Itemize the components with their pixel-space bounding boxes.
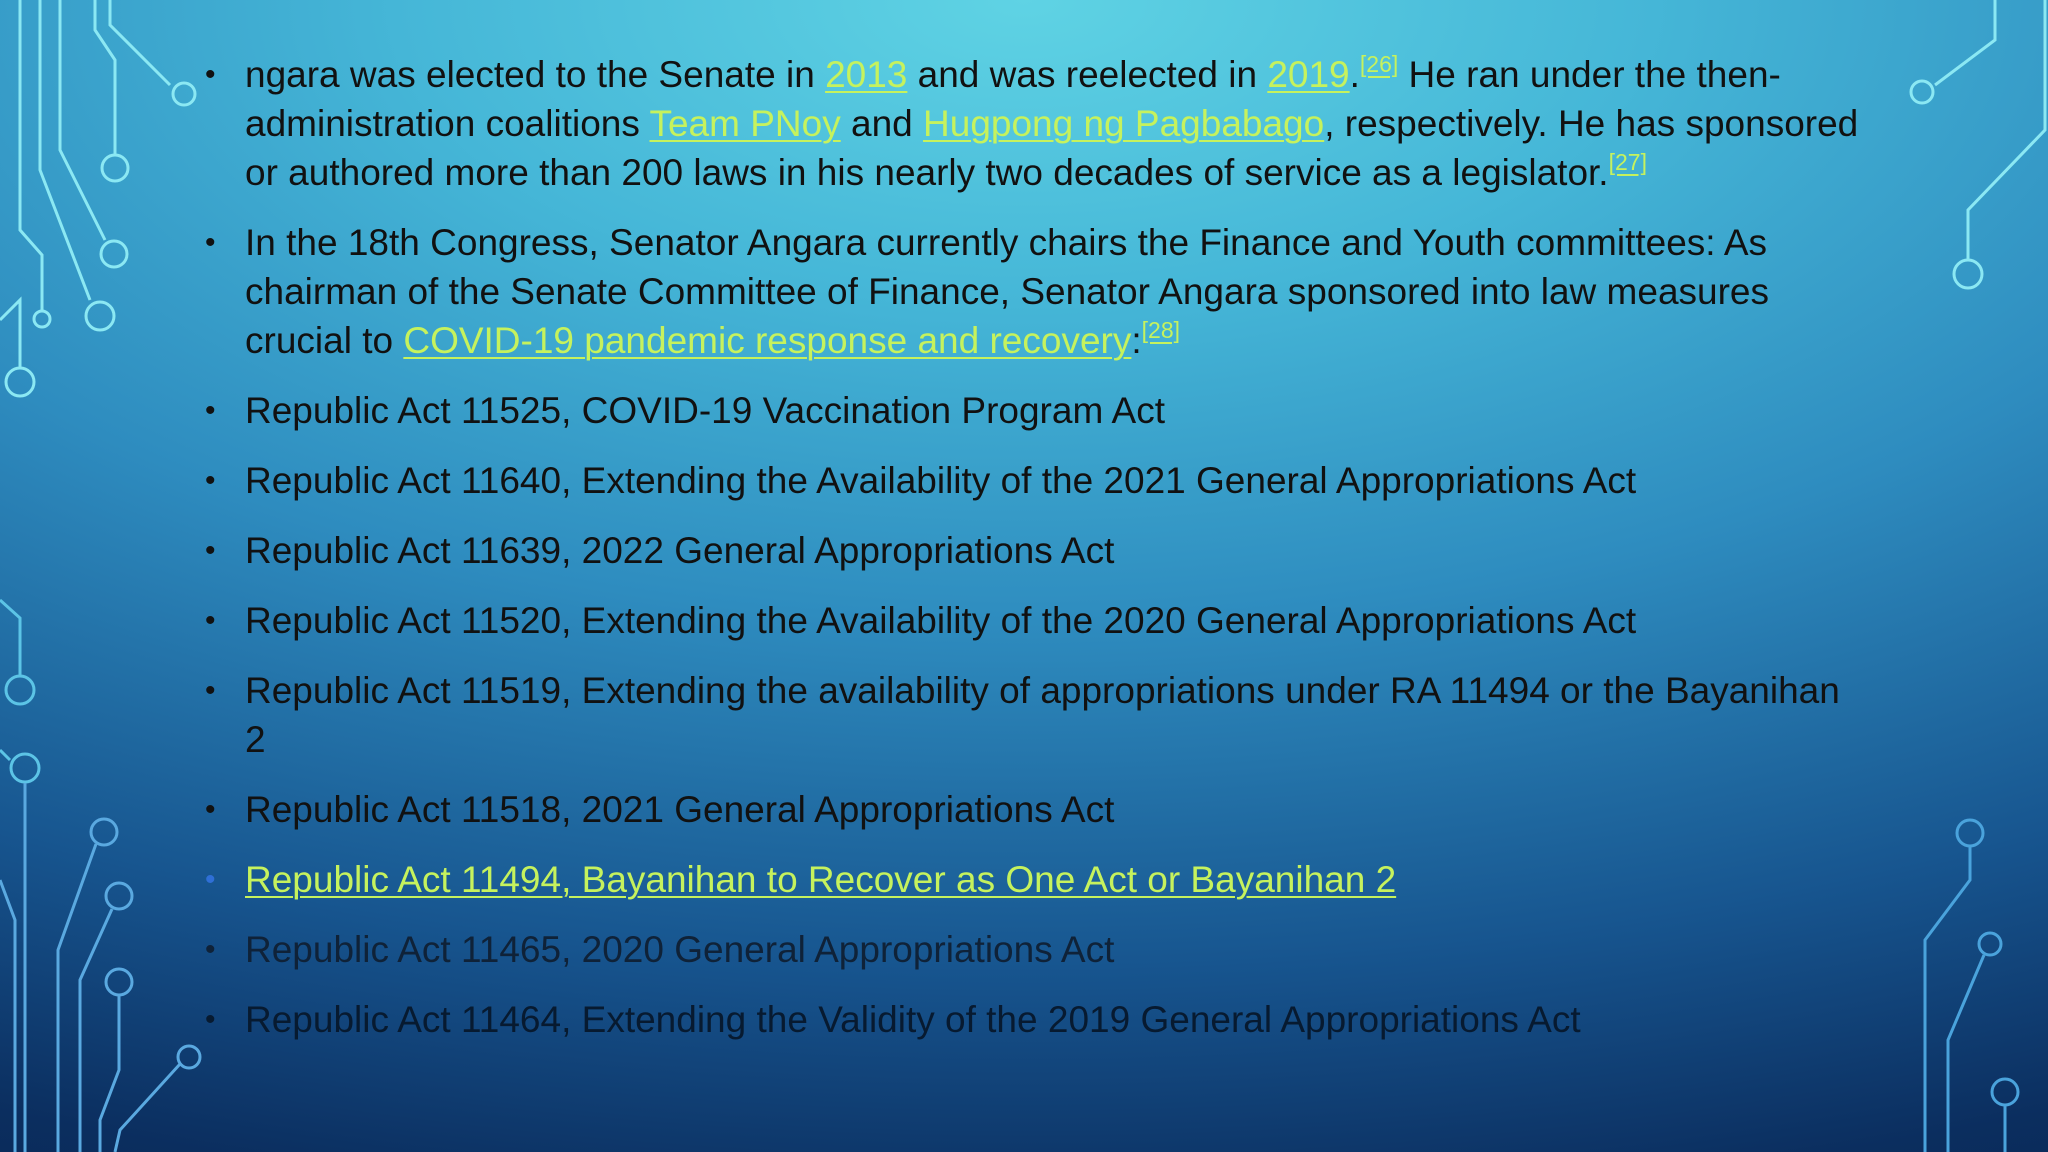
slide-content xyxy=(205,50,1865,1065)
bullet-text: Republic Act 11639, 2022 General Appropriations Act xyxy=(245,530,1115,571)
bullet-marker: • xyxy=(205,863,216,896)
bullet-text: Republic Act 11519, Extending the availability of appropriations under RA 11494 or the Bayanihan 2 xyxy=(245,670,1840,760)
bullet-text: ngara was elected to the Senate in xyxy=(245,54,826,95)
bullet-text: Republic Act 11465, 2020 General Appropriations Act xyxy=(245,929,1115,970)
citation-superscript xyxy=(1360,51,1398,77)
circuit-top-right xyxy=(1911,0,2045,288)
circuit-bottom-right xyxy=(1925,820,2018,1152)
bullet-marker: • xyxy=(205,674,216,707)
citation-link[interactable]: [28] xyxy=(1141,317,1181,343)
bullet-marker: • xyxy=(205,793,216,826)
bullet-item xyxy=(205,386,1865,435)
bullet-text: and was reelected in xyxy=(907,54,1268,95)
bullet-marker: • xyxy=(205,464,216,497)
bullet-text: and xyxy=(840,103,924,144)
bullet-item xyxy=(205,218,1865,365)
bullet-item xyxy=(205,855,1865,904)
bullet-item xyxy=(205,526,1865,575)
bullet-marker: • xyxy=(205,58,216,91)
circuit-top-left xyxy=(0,0,195,396)
bullet-marker: • xyxy=(205,226,216,259)
bullet-item xyxy=(205,995,1865,1044)
bullet-item xyxy=(205,785,1865,834)
bullet-text: . xyxy=(1349,54,1360,95)
citation-link[interactable]: [26] xyxy=(1359,51,1399,77)
inline-link[interactable]: COVID-19 pandemic response and recovery xyxy=(403,320,1132,361)
bullet-text: In the 18th Congress, Senator Angara currently chairs the Finance and Youth committees: As chairman of the Senate Committee of Finance, Senator Angara sponsored into law measures crucial to xyxy=(245,222,1770,361)
bullet-marker: • xyxy=(205,933,216,966)
bullet-text: , respectively. He has sponsored or authored more than 200 laws in his nearly two decades of service as a legislator. xyxy=(245,103,1859,193)
circuit-mid-left xyxy=(0,600,39,782)
bullet-text: He ran under the then-administration coalitions xyxy=(245,54,1781,144)
bullet-text: Republic Act 11640, Extending the Availability of the 2021 General Appropriations Act xyxy=(245,460,1637,501)
citation-superscript xyxy=(1609,149,1647,175)
bullet-item xyxy=(205,456,1865,505)
bullet-item xyxy=(205,596,1865,645)
citation-superscript xyxy=(1142,317,1180,343)
bullet-item xyxy=(205,925,1865,974)
circuit-bottom-left xyxy=(0,783,200,1152)
bullet-list xyxy=(205,50,1865,1044)
inline-link[interactable]: 2013 xyxy=(825,54,908,95)
bullet-text: Republic Act 11520, Extending the Availability of the 2020 General Appropriations Act xyxy=(245,600,1637,641)
inline-link[interactable]: Republic Act 11494, Bayanihan to Recover as One Act or Bayanihan 2 xyxy=(245,859,1397,900)
bullet-item xyxy=(205,666,1865,764)
inline-link[interactable]: Hugpong ng Pagbabago xyxy=(923,103,1325,144)
bullet-marker: • xyxy=(205,604,216,637)
bullet-text: Republic Act 11518, 2021 General Appropriations Act xyxy=(245,789,1115,830)
bullet-marker: • xyxy=(205,1003,216,1036)
inline-link[interactable]: 2019 xyxy=(1267,54,1350,95)
bullet-marker: • xyxy=(205,534,216,567)
bullet-text: Republic Act 11464, Extending the Validity of the 2019 General Appropriations Act xyxy=(245,999,1581,1040)
citation-link[interactable]: [27] xyxy=(1608,149,1647,175)
bullet-text: : xyxy=(1131,320,1142,361)
bullet-item xyxy=(205,50,1865,197)
inline-link[interactable]: Team PNoy xyxy=(649,103,841,144)
bullet-marker: • xyxy=(205,394,216,427)
bullet-text: Republic Act 11525, COVID-19 Vaccination Program Act xyxy=(245,390,1165,431)
